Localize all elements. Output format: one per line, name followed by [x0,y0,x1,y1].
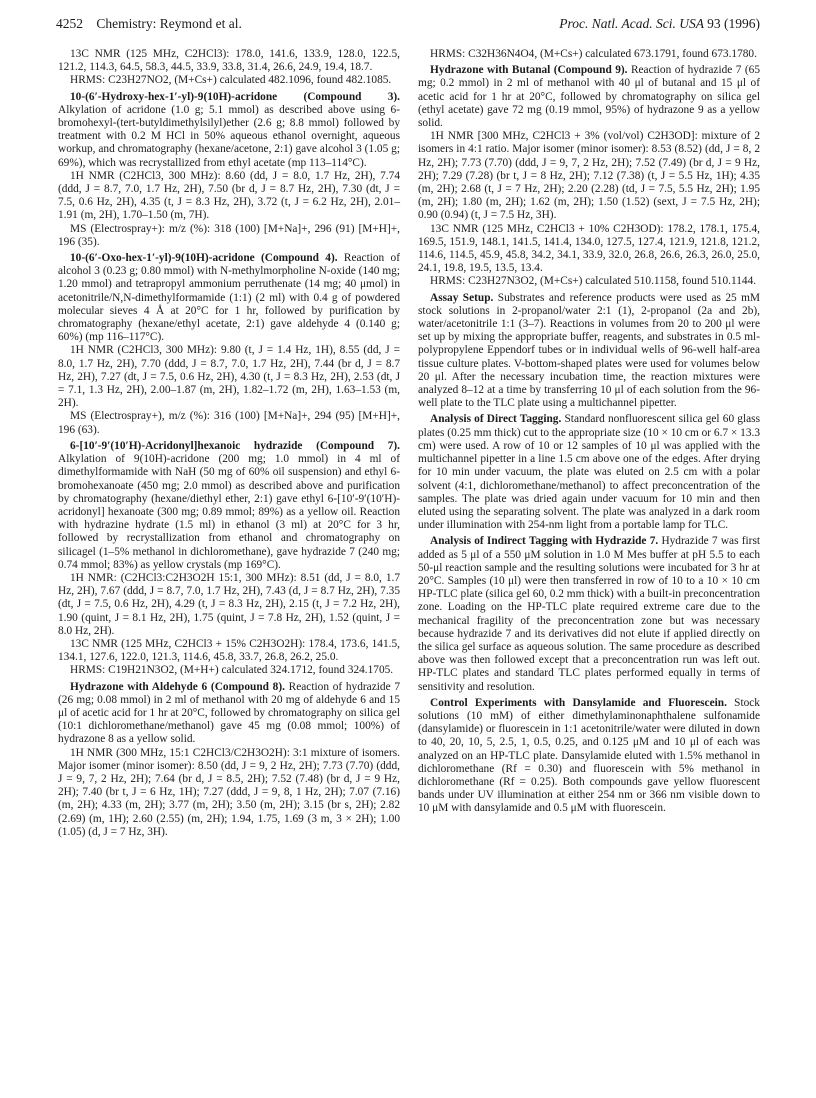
hrms-compound-8: HRMS: C32H36N4O4, (M+Cs+) calculated 673.1791, found 673.1780. [430,48,757,60]
journal-name: Proc. Natl. Acad. Sci. USA [559,16,704,31]
assay-setup-body: Substrates and reference products were used as 25 mM stock solutions in 2-propanol/water 2:1 (1), 2-propanol (2a and 2b), water/acetonitrile 1:1 (3–7). Reactions in volumes from 20 to 200 μl were set up by mixing the appropriate buffer, reagents, and substrates in 0.5 ml-polypropylene Eppendorf tubes or in individual wells of 96-well half-area tissue culture plates. V-bottom-shaped plates were used for volumes below 20 μl. After the necessary incubation time, the reaction mixtures were analyzed 8–12 at a time by transferring 10 μl of each solution from the 96-well plate to the TLC plate using a multichannel pipetter. [418,291,760,410]
compound-8-body: Reaction of hydrazide 7 (26 mg; 0.08 mmol) in 2 ml of methanol with 20 mg of aldehyde 6 and 15 μl of acetic acid for 1 hr at 20°C, followed by chromatography on silica gel (10:1 dichloromethane/methanol) gave 45 mg (0.08 mmol; 100%) of hydrazone 8 as a yellow solid. [58,680,400,746]
control-experiments-section [418,697,760,816]
compound-9-heading: Hydrazone with Butanal (Compound 9). [430,64,628,77]
compound-4-body: Reaction of alcohol 3 (0.23 g; 0.80 mmol) with N-methylmorpholine N-oxide (140 mg; 1.20 mmol) and tetrapropyl ammonium perruthenate (14 mg; 40 μmol) in acetonitrile/N,N-dimethylformamide (1:1) (2 ml) with 0.4 g of powdered molecular sieves 4 Å at 20°C for 1 hr, followed by purification by chromatography (hexane/ethyl acetate, 2:1) gave aldehyde 4 (0.140 g; 60%) (mp 116–117°C). [58,252,400,344]
compound-7-body: Alkylation of 9(10H)-acridone (200 mg; 1.0 mmol) in 4 ml of dimethylformamide with NaH (50 mg of 60% oil suspension) and ethyl 6-bromohexanoate (450 mg; 2.0 mmol) as described above and purification by chromatography (hexane/diethyl ether, 2:1) gave ethyl 6-[10′-9′(10′H)-acridonyl] hexanoate (300 mg; 0.89 mmol; 89%) as a yellow oil. Reaction with hydrazine hydrate (1.5 ml) in ethanol (3 ml) at 20°C for 3 hr, followed by recrystallization from ethanol and chromatography on silicagel (1–5% methanol in dichloromethane), gave hydrazide 7 (240 mg; 0.74 mmol; 83%) as yellow crystals (mp 169°C). [58,453,400,571]
c13-nmr-compound-9: 13C NMR (125 MHz, C2HCl3 + 10% C2H3OD): 178.2, 178.1, 175.4, 169.5, 151.9, 148.1, 141.5, 141.4, 134.0, 127.5, 127.4, 121.9, 121.8, 121.2, 114.6, 114.5, 45.9, 45.8, 34.2, 34.1, 33.9, 32.0, 26.8, 26.6, 26.3, 26.0, 25.0, 24.1, 19.8, 19.5, 13.5, 13.4. [418,222,760,275]
running-title: Chemistry: Reymond et al. [96,16,242,31]
h1-nmr-compound-9: 1H NMR [300 MHz, C2HCl3 + 3% (vol/vol) C2H3OD]: mixture of 2 isomers in 4:1 ratio. Major isomer (minor isomer): 8.53 (8.52) (dd, J = 8, 2 Hz, 2H); 7.73 (7.70) (ddd, J = 9, 7, 2 Hz, 2H); 7.52 (7.49) (br d, J = 9 Hz, 2H); 7.29 (7.28) (br t, J = 8 Hz, 2H); 7.12 (7.38) (t, J = 5.5 Hz, 1H); 4.35 (m, 2H); 2.68 (t, J = 7 Hz, 2H); 2.20 (2.28) (td, J = 7.5, 5.5 Hz, 2H); 1.95 (m, 2H); 1.80 (m, 2H); 1.62 (m, 2H); 1.50 (1.52) (sext, J = 7.5 Hz, 2H); 0.90 (0.94) (t, J = 7.5 Hz, 3H). [418,130,760,222]
compound-3-body: Alkylation of acridone (1.0 g; 5.1 mmol) as described above using 6-bromohexyl-(tert-butyldimethylsilyl)ether (2.6 g; 8.8 mmol) followed by treatment with 0.2 M HCl in 50% aqueous ethanol overnight, aqueous workup, and chromatography (hexane/acetone, 2:1) gave alcohol 3 (1.05 g; 69%), which was recrystallized from ethyl acetate (mp 113–114°C). [58,103,400,169]
indirect-tagging-section [418,535,760,693]
compound-7-heading: 6-[10′-9′(10′H)-Acridonyl]hexanoic hydrazide (Compound 7). [70,439,400,452]
compound-9-body: Reaction of hydrazide 7 (65 mg; 0.2 mmol) in 2 ml of methanol with 40 μl of butanal and 15 μl of acetic acid for 1 hr at 20°C, followed by chromatography on silica gel (ethyl acetate) gave 72 mg (0.19 mmol, 95%) of hydrazone 9 as a yellow solid. [418,64,760,130]
left-column [58,48,400,839]
h1-nmr-compound-4: 1H NMR (C2HCl3, 300 MHz): 9.80 (t, J = 1.4 Hz, 1H), 8.55 (dd, J = 8.0, 1.7 Hz, 2H), 7.70 (ddd, J = 8.7, 7.0, 1.7 Hz, 2H), 7.44 (br d, J = 8.7 Hz, 2H), 7.27 (dt, J = 7.5, 0.6 Hz, 2H), 4.30 (t, J = 8.3 Hz, 2H), 2.53 (dt, J = 7.1, 1.3 Hz, 2H), 2.00–1.87 (m, 2H), 1.82–1.72 (m, 2H), 1.63–1.53 (m, 2H). [58,344,400,410]
header-left [56,16,242,32]
h1-nmr-compound-3: 1H NMR (C2HCl3, 300 MHz): 8.60 (dd, J = 8.0, 1.7 Hz, 2H), 7.74 (ddd, J = 8.7, 7.0, 1.7 Hz, 2H), 7.50 (br d, J = 8.7 Hz, 2H), 7.30 (dt, J = 7.5, 0.6 Hz, 2H), 4.35 (t, J = 8.3 Hz, 2H), 3.72 (t, J = 6.2 Hz, 2H), 2.01–1.91 (m, 2H), 1.70–1.50 (m, 7H). [58,169,400,222]
direct-tagging-section [418,413,760,532]
running-header [56,16,760,36]
journal-volume: 93 [707,16,721,31]
compound-3-procedure [58,91,400,170]
compound-4-heading: 10-(6′-Oxo-hex-1′-yl)-9(10H)-acridone (Compound 4). [70,252,338,265]
ms-compound-4: MS (Electrospray+), m/z (%): 316 (100) [M+Na]+, 294 (95) [M+H]+, 196 (63). [58,410,400,436]
compound-8-heading: Hydrazone with Aldehyde 6 (Compound 8). [70,680,285,693]
h1-nmr-compound-7: 1H NMR: (C2HCl3:C2H3O2H 15:1, 300 MHz): 8.51 (dd, J = 8.0, 1.7 Hz, 2H), 7.67 (ddd, J = 8.7, 7.0, 1.7 Hz, 2H), 7.43 (d, J = 8.7 Hz, 2H), 7.35 (dt, J = 7.5, 0.6 Hz, 2H), 4.29 (t, J = 8.3 Hz, 2H), 2.15 (t, J = 7.2 Hz, 2H), 1.90 (quint, J = 8.1 Hz, 2H), 1.75 (quint, J = 7.8 Hz, 2H), 1.52 (quint, J = 8.0 Hz, 2H). [58,571,400,637]
journal-year: (1996) [724,16,760,31]
compound-3-heading: 10-(6′-Hydroxy-hex-1′-yl)-9(10H)-acridone (Compound 3). [70,90,400,103]
indirect-tagging-body: Hydrazide 7 was first added as 5 μl of a 550 μM solution in 1.0 M Mes buffer at pH 5.5 to each 50-μl reaction sample and the resulting solutions were incubated for 3 hr at 20°C. Samples (10 μl) were then transferred in row of 10 to a 10 × 10 cm HP-TLC plate (silica gel 60, 0.2 mm thick) with a built-in preconcentration zone. Loading on the HP-TLC plate required extreme care due to the mechanical fragility of the preconcentration zone but was necessary because hydrazide 7 and its derivatives did not elute if applied directly on the silica gel surface as aqueous solution. The same procedure as described above was then followed except that a preconcentration run was left out. HP-TLC plates and standard TLC plates performed equally in terms of sensitivity and resolution. [418,535,761,693]
control-experiments-body: Stock solutions (10 mM) of either dimethylaminonaphthalene sulfonamide (dansylamide) or fluorescein in 1:1 acetonitrile/water were diluted in down to 40, 20, 10, 5, 2.5, 1, 0.5, 0.25, and 0.125 μM and 10 μl of each was analyzed on an HP-TLC plate. Dansylamide eluted with 1.5% methanol in dichloromethane (Rf = 0.30) and fluorescein with 5% methanol in dichloromethane (Rf = 0.25). Both compounds gave yellow fluorescent bands under UV illumination at either 254 nm or 366 nm visible down to 10 μM with dansylamide and 0.5 μM with fluorescein. [418,696,760,815]
h1-nmr-compound-8: 1H NMR (300 MHz, 15:1 C2HCl3/C2H3O2H): 3:1 mixture of isomers. Major isomer (minor isomer): 8.50 (dd, J = 9, 2 Hz, 2H); 7.73 (7.70) (ddd, J = 9, 7, 2 Hz, 2H); 7.64 (br d, J = 8.5, 2H); 7.52 (7.48) (br d, J = 9 Hz, 2H); 7.40 (br t, J = 6 Hz, 1H); 7.27 (ddd, J = 9, 8, 1 Hz, 2H); 7.07 (7.16) (m, 2H); 4.33 (m, 2H); 3.77 (m, 2H); 3.50 (m, 2H); 3.15 (br s, 2H); 2.82 (2.69) (m, 1H); 2.60 (2.55) (m, 2H); 1.94, 1.75, 1.69 (3 m, 3 × 2H); 1.00 (1.05) (d, J = 7 Hz, 3H). [58,746,400,838]
compound-9-procedure [418,64,760,130]
ms-compound-3: MS (Electrospray+): m/z (%): 318 (100) [M+Na]+, 296 (91) [M+H]+, 196 (35). [58,222,400,248]
compound-4-procedure [58,252,400,344]
compound-8-procedure [58,681,400,747]
assay-setup-section [418,292,760,411]
page-number: 4252 [56,16,83,31]
hrms-compound-2: HRMS: C23H27NO2, (M+Cs+) calculated 482.1096, found 482.1085. [70,74,392,87]
direct-tagging-heading: Analysis of Direct Tagging. [430,413,562,426]
indirect-tagging-heading: Analysis of Indirect Tagging with Hydrazide 7. [430,535,659,548]
assay-setup-heading: Assay Setup. [430,291,494,304]
control-experiments-heading: Control Experiments with Dansylamide and Fluorescein. [430,696,727,709]
right-column [418,48,760,816]
c13-nmr-compound-7: 13C NMR (125 MHz, C2HCl3 + 15% C2H3O2H): 178.4, 173.6, 141.5, 134.1, 127.6, 122.0, 121.3, 114.6, 45.8, 33.7, 26.8, 26.2, 25.0. [58,637,400,664]
direct-tagging-body: Standard nonfluorescent silica gel 60 glass plates (0.25 mm thick) cut to the appropriate size (10 × 10 cm or 6.7 × 13.3 cm) were used. A row of 10 or 12 samples of 10 μl was applied with the multichannel pipetter in a line 1.5 cm above one of the edges. After drying for 10 min under vacuum, the plate was eluted on 2.5 cm with a polar solvent (4:1, dichloromethane/methanol) to affect preconcentration of the samples. The plate was dried again under vacuum for 10 min and then eluted using the separating solvent. The plate was analyzed in a dark room under illumination with 254-nm light from a portable lamp for TLC. [418,413,760,532]
compound-7-procedure [58,440,400,572]
hrms-compound-9: HRMS: C23H27N3O2, (M+Cs+) calculated 510.1158, found 510.1144. [430,275,757,288]
journal-citation [559,16,760,32]
c13-nmr-compound-2: 13C NMR (125 MHz, C2HCl3): 178.0, 141.6, 133.9, 128.0, 122.5, 121.2, 114.3, 64.5, 58.3, 44.5, 33.9, 33.8, 31.4, 26.6, 24.9, 19.4, 18.7. [58,48,400,74]
hrms-compound-7: HRMS: C19H21N3O2, (M+H+) calculated 324.1712, found 324.1705. [70,664,394,677]
